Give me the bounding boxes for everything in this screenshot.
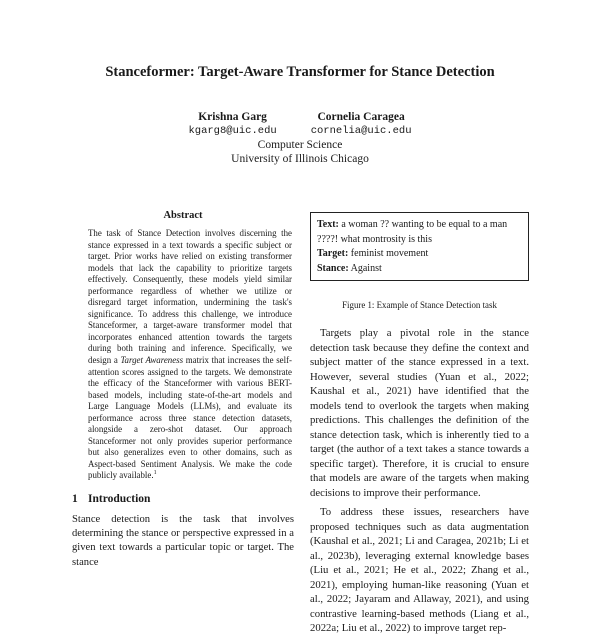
author-1 [188, 110, 276, 138]
author-row [0, 110, 600, 138]
author-2 [311, 110, 412, 138]
text-label: Text: [317, 219, 339, 230]
abstract-text-part2: matrix that increases the self-attention scores assigned to the targets. We demonstrate the efficacy of the Stanceformer with various BERT-based models, including state-of-the-art models and Large Language Models (LLMs), and evaluate its performance across three stance detection datasets, alongside a zero-shot dataset. Our approach Stanceformer not only provides superior performance but also generalizes even to other domains, such as Aspect-based Sentiment Analysis. We make the code publicly available. [88, 355, 292, 481]
author-email: kgarg8@uic.edu [188, 125, 277, 137]
body-paragraph-1: Targets play a pivotal role in the stance detection task because they define the context and subject matter of the stance expressed in a text. However, several studies (Yuan et al., 2022; Kaushal et al., 2021) have identified that the models tend to overlook the targets when making predictions. This challenges the definition of the stance detection task, which is inherently tied to a target (the author of a text takes a stance towards a specific target). Therefore, it is crucial to ensure that models are aware of the targets when making decisions to improve their performance. [310, 327, 529, 499]
paper-title: Stanceformer: Target-Aware Transformer for Stance Detection [105, 64, 495, 80]
intro-paragraph: Stance detection is the task that involves determining the stance or perspective expressed in a given text towards a particular topic or target. The stance [72, 514, 294, 568]
abstract-text-part1: The task of Stance Detection involves discerning the stance expressed in a text towards a specific subject or target. Prior works have relied on existing transformer models that lack the capability to prioritize targets effectively. Consequently, these models yield similar performance regardless of whether we utilize or disregard target information, undermining the task's significance. To address this challenge, we introduce Stanceformer, a target-aware transformer model that incorporates enhanced attention towards the targets during both training and inference. Specifically, we design a [88, 228, 292, 366]
section-number: 1 [72, 493, 78, 506]
target-value: feminist movement [350, 248, 429, 260]
stance-label: Stance: [317, 262, 349, 274]
author-block [0, 110, 600, 166]
figure-caption: Figure 1: Example of Stance Detection task [342, 300, 497, 311]
author-email: cornelia@uic.edu [310, 125, 412, 137]
abstract-heading: Abstract [163, 210, 203, 221]
figure-text-line [317, 218, 522, 247]
author-name: Krishna Garg [198, 111, 267, 123]
figure-target-line [317, 247, 522, 262]
author-name: Cornelia Caragea [317, 111, 405, 123]
abstract-emphasis: Target Awareness [120, 355, 184, 366]
department: Computer Science [257, 139, 343, 151]
abstract-body [88, 228, 292, 482]
section-heading [72, 493, 294, 505]
right-column [310, 212, 529, 636]
section-title: Introduction [88, 493, 151, 506]
stance-value: Against [350, 262, 382, 274]
text-value: a woman ?? wanting to be equal to a man ????! what montrosity is this [317, 219, 508, 245]
footnote-mark: 1 [153, 470, 157, 477]
left-column [72, 210, 294, 570]
figure-example-box [310, 212, 529, 281]
university: University of Illinois Chicago [231, 153, 369, 165]
figure-stance-line [317, 262, 522, 277]
body-paragraph-2: To address these issues, researchers have proposed techniques such as data augmentation (Kaushal et al., 2021; Li and Caragea, 2021b; Li et al., 2023b), leveraging external knowledge bases (Liu et al., 2021; He et al., 2022; Zhang et al., 2021), employing human-like reasoning (Yuan et al., 2022; Jayaram and Allaway, 2021), and using contrastive learning-based methods (Liang et al., 2022a; Liu et al., 2022) to improve target rep- [310, 506, 529, 635]
target-label: Target: [317, 248, 349, 260]
